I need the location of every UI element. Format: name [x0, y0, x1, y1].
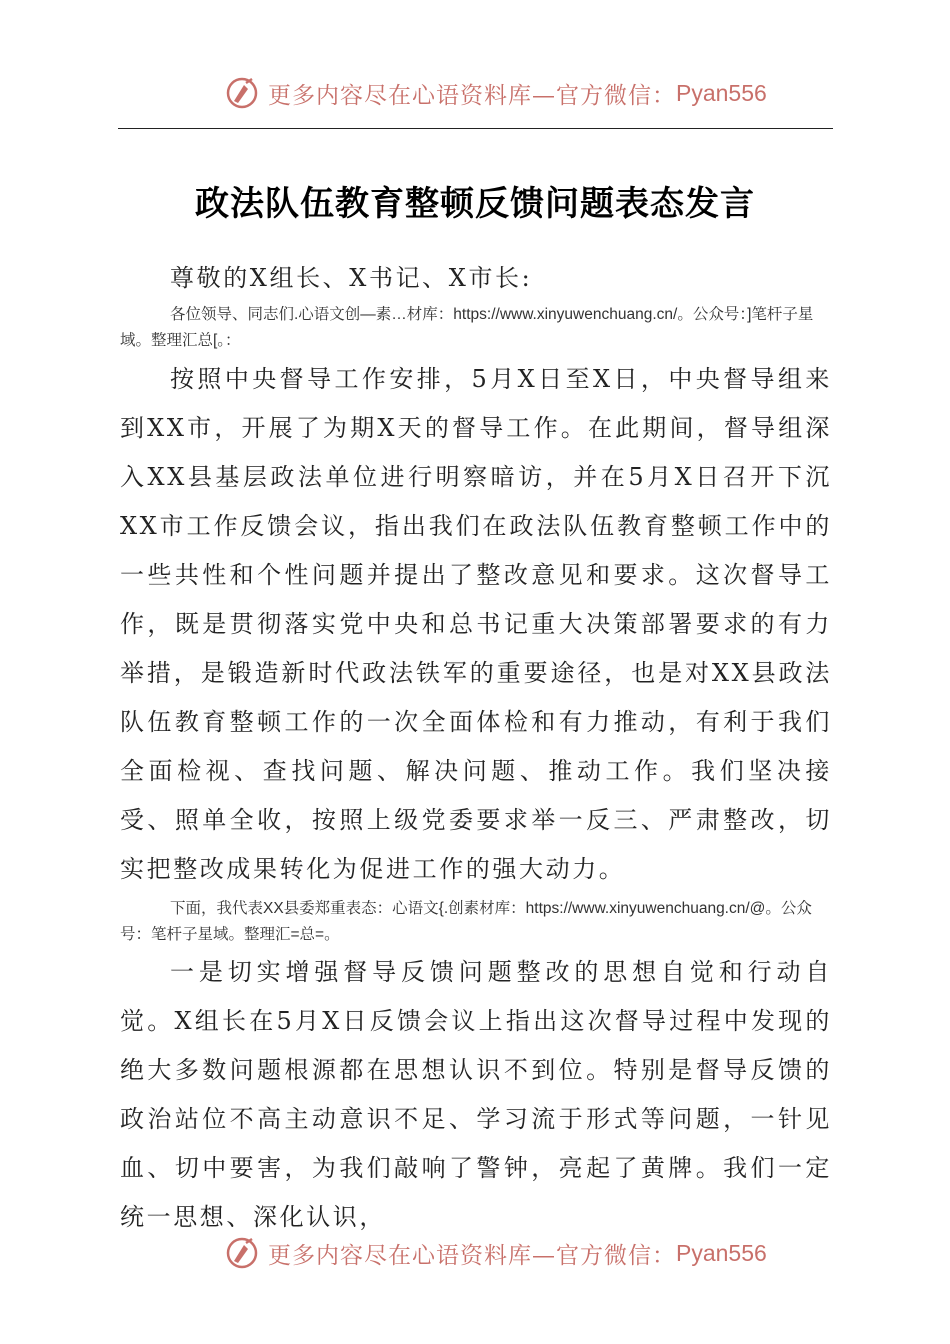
paragraph-1: 按照中央督导工作安排，5月X日至X日，中央督导组来到XX市，开展了为期X天的督导工作。在此期间，督导组深入XX县基层政法单位进行明察暗访，并在5月X日召开下沉XX市工作反馈会议，指出我们在政法队伍教育整顿工作中的一些共性和个性问题并提出了整改意见和要求。这次督导工作，既是贯彻落实党中央和总书记重大决策部署要求的有力举措，是锻造新时代政法铁军的重要途径，也是对XX县政法队伍教育整顿工作的一次全面体检和有力推动，有利于我们全面检视、查找问题、解决问题、推动工作。我们坚决接受、照单全收，按照上级党委要求举一反三、严肃整改，切实把整改成果转化为促进工作的强大动力。	[120, 365, 832, 883]
brand-logo-icon	[224, 1235, 260, 1271]
header-text: 更多内容尽在心语资料库—官方微信：	[268, 82, 676, 109]
footer-text: 更多内容尽在心语资料库—官方微信：	[268, 1242, 676, 1269]
footer-wechat-id: Pyan556	[676, 1239, 767, 1266]
header-divider	[118, 128, 833, 129]
salutation: 尊敬的X组长、X书记、X市长:	[170, 264, 533, 292]
header-wechat-id: Pyan556	[676, 79, 767, 106]
watermark-note-2: 下面，我代表XX县委郑重表态：心语文{.创素材库：https://www.xinyuwenchuang.cn/@。公众号：笔杆子星域。整理汇=总=。	[120, 900, 812, 943]
page-header	[0, 73, 950, 113]
paragraph-2: 一是切实增强督导反馈问题整改的思想自觉和行动自觉。X组长在5月X日反馈会议上指出这次督导过程中发现的绝大多数问题根源都在思想认识不到位。特别是督导反馈的政治站位不高主动意识不足、学习流于形式等问题，一针见血、切中要害，为我们敲响了警钟，亮起了黄牌。我们一定统一思想、深化认识，	[120, 958, 832, 1231]
page-footer	[0, 1233, 950, 1273]
watermark-note-1: 各位领导、同志们.心语文创—素…材库：https://www.xinyuwenchuang.cn/。公众号：]笔杆子星域。整理汇总[。：	[120, 306, 814, 349]
brand-logo-icon	[224, 75, 260, 111]
page-title: 政法队伍教育整顿反馈问题表态发言	[195, 184, 755, 224]
